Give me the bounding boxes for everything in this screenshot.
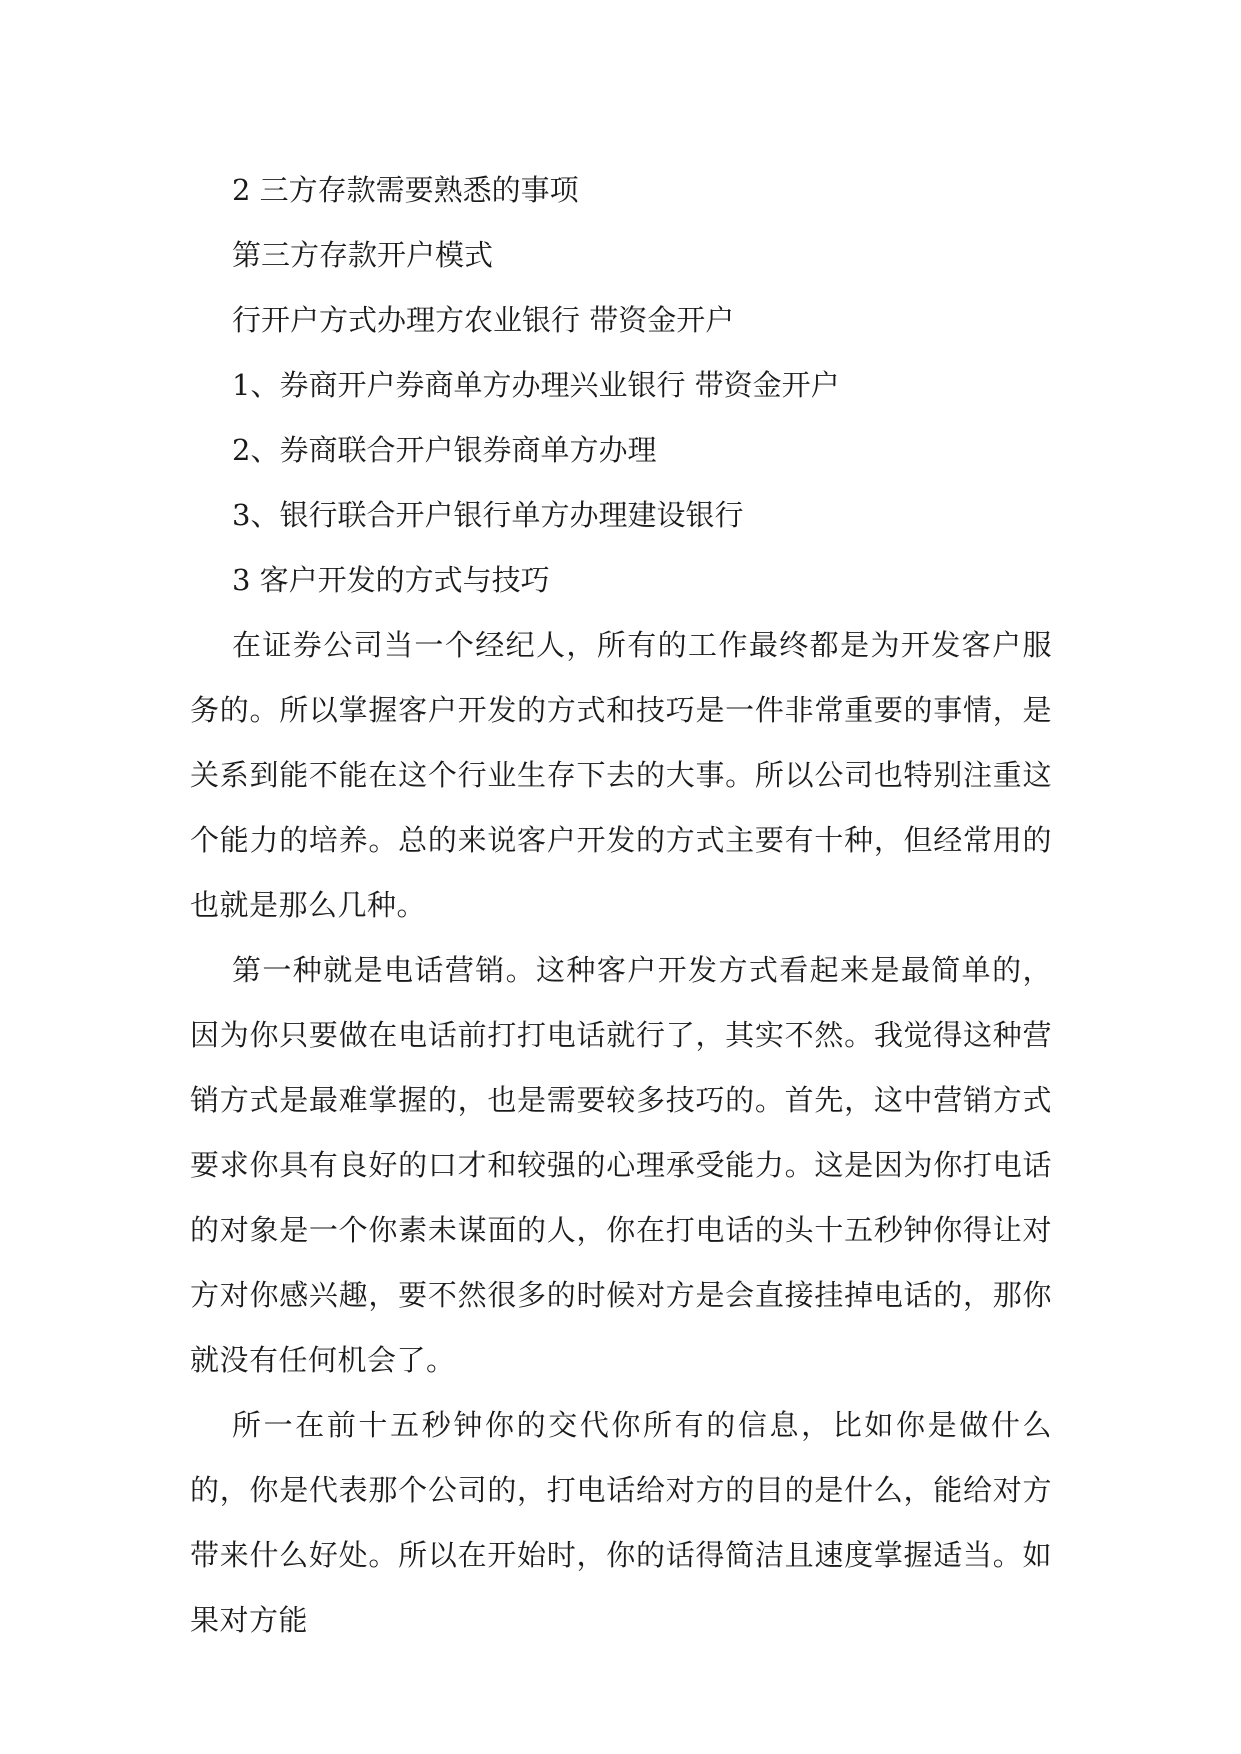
list-item-broker-mode: 1、券商开户券商单方办理兴业银行 带资金开户 xyxy=(232,368,840,402)
paragraph-intro: 在证券公司当一个经纪人，所有的工作最终都是为开发客户服务的。所以掌握客户开发的方式和技巧是一件非常重要的事情，是关系到能不能在这个行业生存下去的大事。所以公司也特别注重这个能力的培养。总的来说客户开发的方式主要有十种，但经常用的也就是那么几种。 xyxy=(190,628,1052,922)
paragraph-first-fifteen-seconds: 所一在前十五秒钟你的交代你所有的信息，比如你是做什么的，你是代表那个公司的，打电话给对方的目的是什么，能给对方带来什么好处。所以在开始时，你的话得简洁且速度掌握适当。如果对方能 xyxy=(190,1408,1052,1637)
paragraph-phone-marketing: 第一种就是电话营销。这种客户开发方式看起来是最简单的，因为你只要做在电话前打打电话就行了，其实不然。我觉得这种营销方式是最难掌握的，也是需要较多技巧的。首先，这中营销方式要求你具有良好的口才和较强的心理承受能力。这是因为你打电话的对象是一个你素未谋面的人，你在打电话的头十五秒钟你得让对方对你感兴趣，要不然很多的时候对方是会直接挂掉电话的，那你就没有任何机会了。 xyxy=(190,953,1052,1377)
list-item-joint-bank-mode: 3、银行联合开户银行单方办理建设银行 xyxy=(232,498,744,532)
list-item-joint-broker-mode: 2、券商联合开户银券商单方办理 xyxy=(232,433,657,467)
section-heading-client-development: 3 客户开发的方式与技巧 xyxy=(232,563,550,597)
document-body xyxy=(190,158,1052,1653)
subheading-account-modes: 第三方存款开户模式 xyxy=(232,238,494,272)
section-heading-deposit-matters: 2 三方存款需要熟悉的事项 xyxy=(232,173,579,207)
list-item-bank-mode: 行开户方式办理方农业银行 带资金开户 xyxy=(232,303,735,337)
